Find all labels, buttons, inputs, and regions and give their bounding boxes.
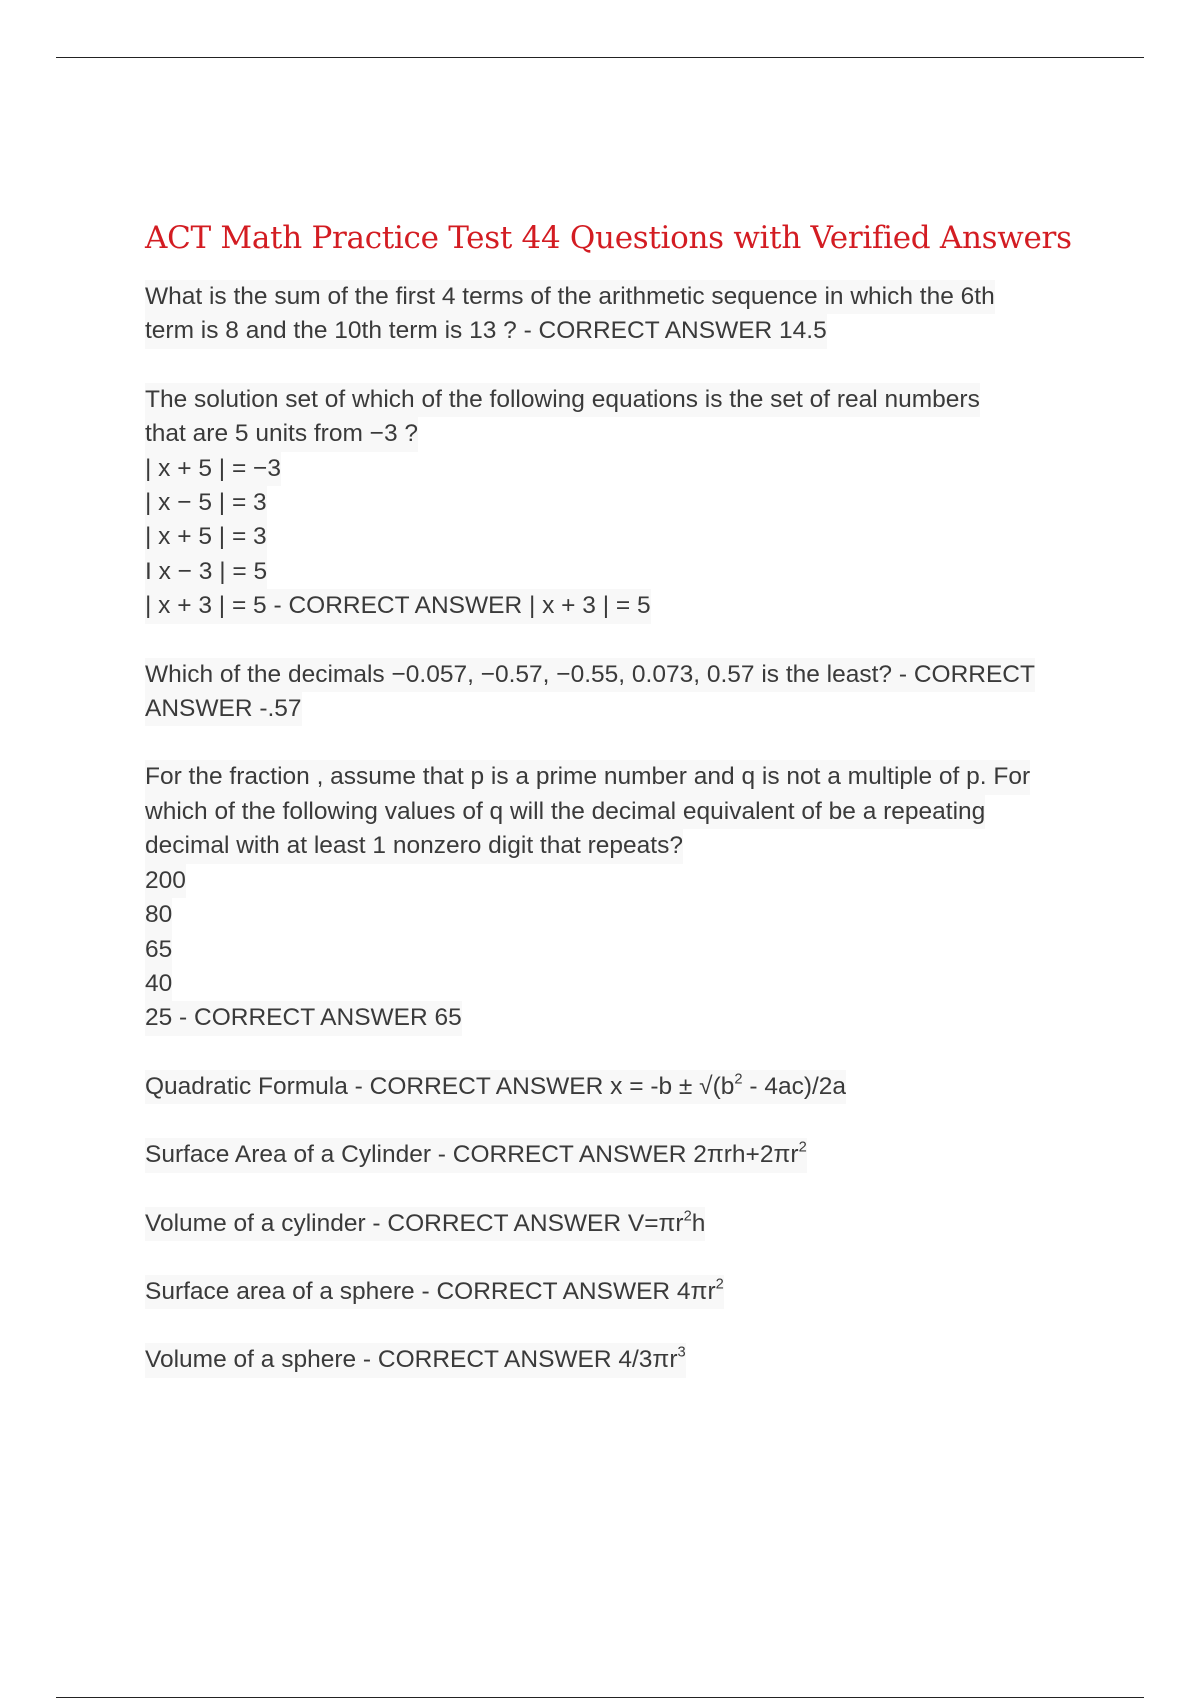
qa-line: ANSWER -.57: [145, 692, 302, 726]
qa-line: 40: [145, 967, 172, 1001]
qa-line: Surface Area of a Cylinder - CORRECT ANSWER $2\pi rh+2\pi r^2$: [145, 1138, 807, 1172]
qa-line: | x + 3 | = 5 - CORRECT ANSWER | x + 3 | = 5: [145, 589, 651, 623]
qa-block: [145, 1138, 1085, 1172]
qa-block: [145, 280, 1085, 349]
qa-block: [145, 1207, 1085, 1241]
qa-line: 80: [145, 898, 172, 932]
qa-block: [145, 658, 1085, 727]
footer-rule: [56, 1697, 1144, 1698]
document-body: [145, 214, 1085, 1412]
qa-line: Quadratic Formula - CORRECT ANSWER $x = -b \pm √(b^2 - 4ac)/2a$: [145, 1070, 846, 1104]
qa-line: Surface area of a sphere - CORRECT ANSWER $4\pi r^2$: [145, 1275, 724, 1309]
header-rule: [56, 57, 1144, 58]
qa-line: 200: [145, 864, 186, 898]
qa-line: What is the sum of the first 4 terms of the arithmetic sequence in which the 6th: [145, 280, 995, 314]
qa-block: [145, 1343, 1085, 1377]
qa-line: Volume of a cylinder - CORRECT ANSWER $V=\pi r^2h$: [145, 1207, 705, 1241]
qa-line: Volume of a sphere - CORRECT ANSWER $4/3\pi r^3$: [145, 1343, 686, 1377]
qa-block: [145, 760, 1085, 1035]
qa-line: For the fraction , assume that p is a prime number and q is not a multiple of p. For: [145, 760, 1030, 794]
qa-line: | x − 5 | = 3: [145, 486, 267, 520]
qa-line: which of the following values of q will the decimal equivalent of be a repeating: [145, 795, 985, 829]
qa-line: Which of the decimals −0.057, −0.57, −0.55, 0.073, 0.57 is the least? - CORRECT: [145, 658, 1035, 692]
qa-line: 25 - CORRECT ANSWER 65: [145, 1001, 462, 1035]
qa-list: [145, 280, 1085, 1378]
qa-line: term is 8 and the 10th term is 13 ? - CORRECT ANSWER 14.5: [145, 314, 827, 348]
qa-line: 65: [145, 933, 172, 967]
qa-line: | x + 5 | = −3: [145, 452, 281, 486]
qa-line: The solution set of which of the following equations is the set of real numbers: [145, 383, 980, 417]
qa-block: [145, 1070, 1085, 1104]
qa-line: that are 5 units from −3 ?: [145, 417, 418, 451]
qa-line: I x − 3 | = 5: [145, 555, 267, 589]
document-title: ACT Math Practice Test 44 Questions with Verified Answers: [145, 220, 1072, 256]
qa-block: [145, 383, 1085, 624]
qa-line: decimal with at least 1 nonzero digit that repeats?: [145, 829, 683, 863]
qa-line: | x + 5 | = 3: [145, 520, 267, 554]
qa-block: [145, 1275, 1085, 1309]
